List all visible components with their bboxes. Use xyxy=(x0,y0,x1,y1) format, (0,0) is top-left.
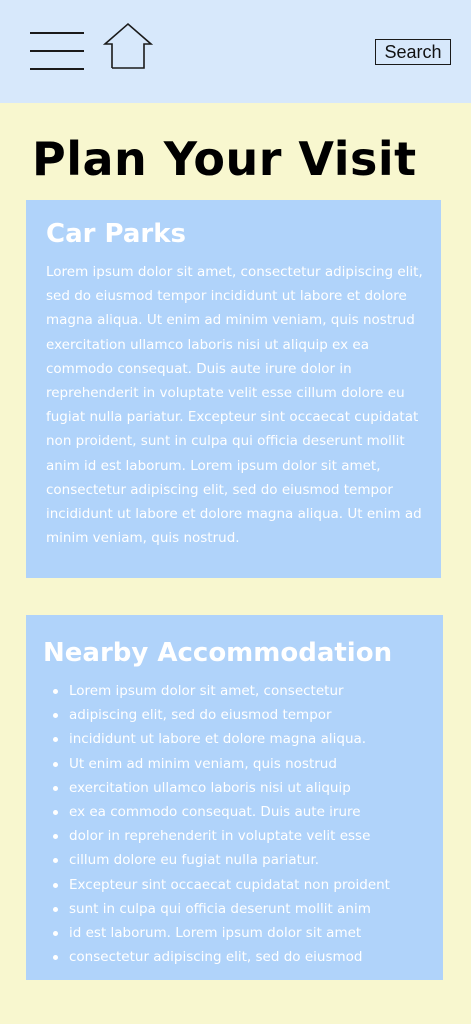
list-item: id est laborum. Lorem ipsum dolor sit amet xyxy=(69,921,435,945)
accommodation-heading: Nearby Accommodation xyxy=(43,638,393,668)
hamburger-menu-icon[interactable] xyxy=(30,32,84,70)
list-item: incididunt ut labore et dolore magna aliqua. xyxy=(69,727,435,751)
car-parks-card xyxy=(26,200,441,578)
list-item: consectetur adipiscing elit, sed do eiusmod xyxy=(69,945,435,969)
accommodation-card xyxy=(26,615,443,980)
page-title: Plan Your Visit xyxy=(32,132,417,186)
list-item: dolor in reprehenderit in voluptate velit esse xyxy=(69,824,435,848)
accommodation-list xyxy=(43,679,435,969)
search-button[interactable]: Search xyxy=(375,39,451,65)
top-nav-bar xyxy=(0,0,471,103)
home-icon[interactable] xyxy=(103,22,153,70)
list-item: exercitation ullamco laboris nisi ut aliquip xyxy=(69,776,435,800)
list-item: Lorem ipsum dolor sit amet, consectetur xyxy=(69,679,435,703)
list-item: Excepteur sint occaecat cupidatat non proident xyxy=(69,873,435,897)
list-item: cillum dolore eu fugiat nulla pariatur. xyxy=(69,848,435,872)
list-item: sunt in culpa qui officia deserunt mollit anim xyxy=(69,897,435,921)
list-item: Ut enim ad minim veniam, quis nostrud xyxy=(69,752,435,776)
car-parks-body: Lorem ipsum dolor sit amet, consectetur adipiscing elit, sed do eiusmod tempor incididunt ut labore et dolore magna aliqua. Ut enim ad minim veniam, quis nostrud exercitation ullamco laboris nisi ut aliquip ex ea commodo consequat. Duis aute irure dolor in reprehenderit in voluptate velit esse cillum dolore eu fugiat nulla pariatur. Excepteur sint occaecat cupidatat non proident, sunt in culpa qui officia deserunt mollit anim id est laborum. Lorem ipsum dolor sit amet, consectetur adipiscing elit, sed do eiusmod tempor incididunt ut labore et dolore magna aliqua. Ut enim ad minim veniam, quis nostrud. xyxy=(46,264,423,547)
car-parks-heading: Car Parks xyxy=(46,219,186,249)
list-item: ex ea commodo consequat. Duis aute irure xyxy=(69,800,435,824)
list-item: adipiscing elit, sed do eiusmod tempor xyxy=(69,703,435,727)
